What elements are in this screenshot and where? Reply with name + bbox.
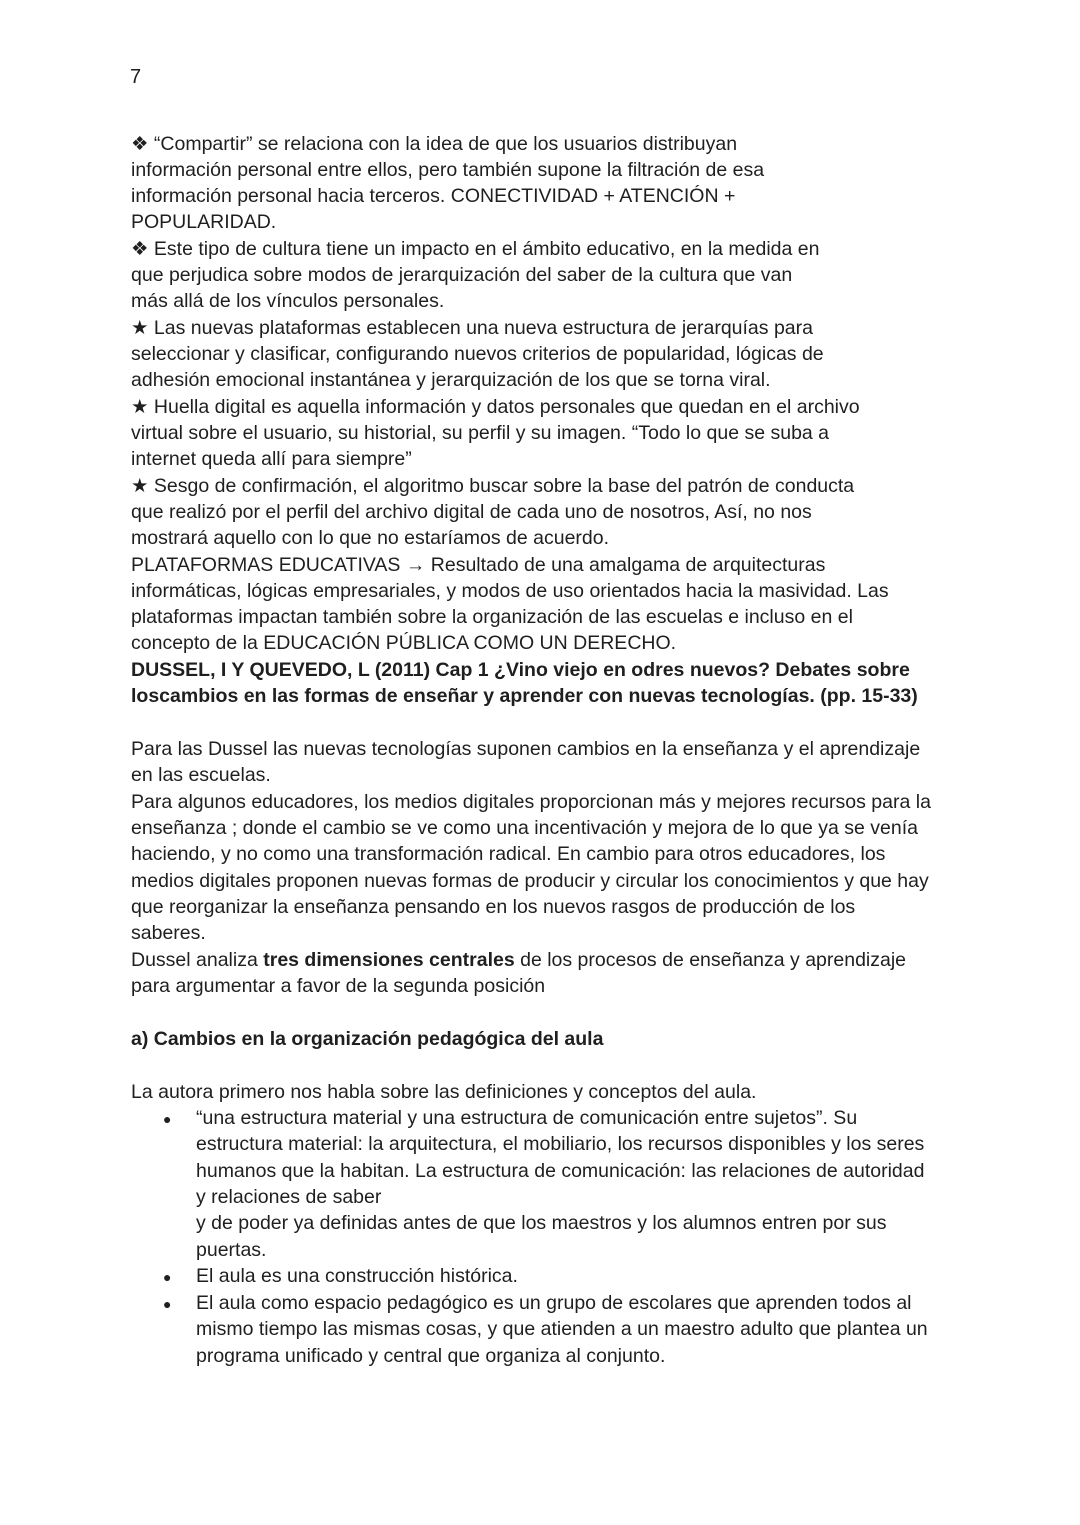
- dimensions-sentence-line-2: para argumentar a favor de la segunda posición: [131, 975, 546, 997]
- text-line: adhesión emocional instantánea y jerarquización de los que se torna viral.: [131, 369, 771, 391]
- text-line: ★ Sesgo de confirmación, el algoritmo buscar sobre la base del patrón de conducta: [131, 475, 855, 497]
- bullet-icon: ●: [163, 1296, 172, 1312]
- text-line: información personal hacia terceros. CONECTIVIDAD + ATENCIÓN +: [131, 185, 736, 207]
- text-line: ❖ “Compartir” se relaciona con la idea de que los usuarios distribuyan: [131, 133, 738, 155]
- text-line: mostrará aquello con lo que no estaríamos de acuerdo.: [131, 527, 610, 549]
- text-line: virtual sobre el usuario, su historial, su perfil y su imagen. “Todo lo que se suba a: [131, 422, 830, 444]
- bullet-text-line: mismo tiempo las mismas cosas, y que atienden a un maestro adulto que plantea un: [196, 1318, 928, 1340]
- bullet-text-line: humanos que la habitan. La estructura de comunicación: las relaciones de autoridad: [196, 1160, 925, 1182]
- text-line: que reorganizar la enseñanza pensando en los nuevos rasgos de producción de los: [131, 896, 856, 918]
- bullet-text-line: estructura material: la arquitectura, el mobiliario, los recursos disponibles y los seres: [196, 1133, 925, 1155]
- dimensions-post: de los procesos de enseñanza y aprendizaje: [514, 949, 907, 971]
- text-line: informáticas, lógicas empresariales, y modos de uso orientados hacia la masividad. Las: [131, 580, 889, 602]
- text-line: ❖ Este tipo de cultura tiene un impacto en el ámbito educativo, en la medida en: [131, 238, 820, 260]
- text-line: PLATAFORMAS EDUCATIVAS → Resultado de una amalgama de arquitecturas: [131, 554, 826, 576]
- text-line: concepto de la EDUCACIÓN PÚBLICA COMO UN DERECHO.: [131, 632, 677, 654]
- reference-title-line-1: DUSSEL, I Y QUEVEDO, L (2011) Cap 1 ¿Vino viejo en odres nuevos? Debates sobre: [131, 659, 910, 681]
- text-line: medios digitales proponen nuevas formas de producir y circular los conocimientos y que hay: [131, 870, 929, 892]
- text-line: haciendo, y no como una transformación radical. En cambio para otros educadores, los: [131, 843, 886, 865]
- reference-title-line-2: loscambios en las formas de enseñar y aprender con nuevas tecnologías. (pp. 15-33): [131, 685, 918, 707]
- section-heading: a) Cambios en la organización pedagógica del aula: [131, 1028, 604, 1050]
- text-line: enseñanza ; donde el cambio se ve como una incentivación y mejora de lo que ya se venía: [131, 817, 918, 839]
- text-line: más allá de los vínculos personales.: [131, 290, 445, 312]
- dimensions-sentence: [131, 947, 906, 973]
- text-line: en las escuelas.: [131, 764, 271, 786]
- text-line: plataformas impactan también sobre la organización de las escuelas e incluso en el: [131, 606, 853, 628]
- text-line: información personal entre ellos, pero también supone la filtración de esa: [131, 159, 765, 181]
- bullet-text-line: programa unificado y central que organiza al conjunto.: [196, 1345, 666, 1367]
- bullet-text-line: “una estructura material y una estructura de comunicación entre sujetos”. Su: [196, 1107, 858, 1129]
- text-line: saberes.: [131, 922, 206, 944]
- text-line: POPULARIDAD.: [131, 211, 277, 233]
- text-line: ★ Las nuevas plataformas establecen una nueva estructura de jerarquías para: [131, 317, 813, 339]
- section-intro: La autora primero nos habla sobre las definiciones y conceptos del aula.: [131, 1081, 757, 1103]
- text-line: ★ Huella digital es aquella información y datos personales que quedan en el archivo: [131, 396, 860, 418]
- bullet-text-line: El aula como espacio pedagógico es un grupo de escolares que aprenden todos al: [196, 1292, 912, 1314]
- text-line: que perjudica sobre modos de jerarquización del saber de la cultura que van: [131, 264, 793, 286]
- dimensions-pre: Dussel analiza: [131, 949, 264, 971]
- text-line: Para algunos educadores, los medios digitales proporcionan más y mejores recursos para la: [131, 791, 931, 813]
- bullet-text-line: El aula es una construcción histórica.: [196, 1265, 518, 1287]
- dimensions-bold: tres dimensiones centrales: [263, 949, 515, 971]
- text-line: internet queda allí para siempre”: [131, 448, 412, 470]
- bullet-text-line: puertas.: [196, 1239, 267, 1261]
- text-line: seleccionar y clasificar, configurando nuevos criterios de popularidad, lógicas de: [131, 343, 824, 365]
- bullet-icon: ●: [163, 1269, 172, 1285]
- bullet-text-line: y de poder ya definidas antes de que los maestros y los alumnos entren por sus: [196, 1212, 887, 1234]
- bullet-icon: ●: [163, 1111, 172, 1127]
- text-line: Para las Dussel las nuevas tecnologías suponen cambios en la enseñanza y el aprendizaje: [131, 738, 921, 760]
- bullet-text-line: y relaciones de saber: [196, 1186, 382, 1208]
- text-line: que realizó por el perfil del archivo digital de cada uno de nosotros, Así, no nos: [131, 501, 812, 523]
- page-number: 7: [130, 66, 142, 88]
